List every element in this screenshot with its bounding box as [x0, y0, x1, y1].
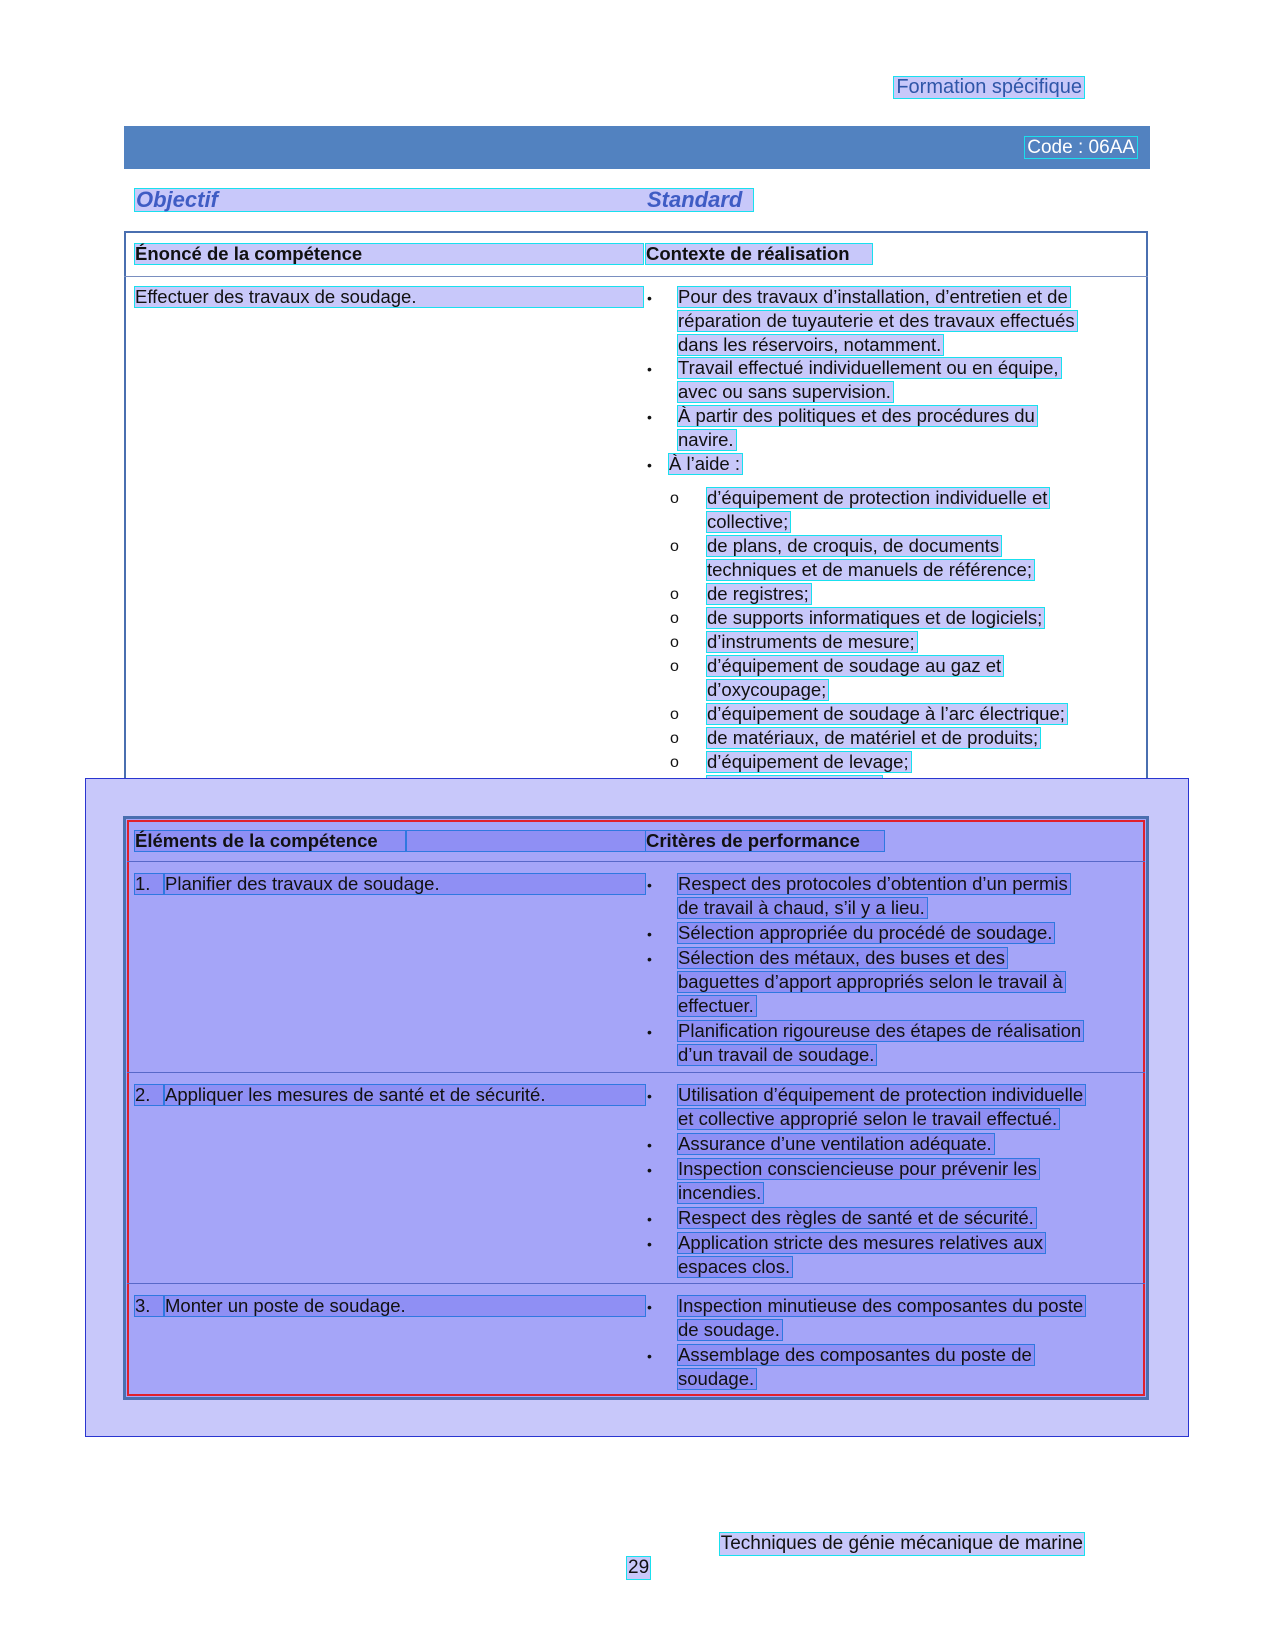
bullet-icon: • — [647, 1348, 652, 1364]
bullet-icon: • — [647, 1211, 652, 1227]
objective-row — [134, 188, 754, 212]
standard-title: Standard — [647, 187, 743, 212]
criterion-line: soudage. — [677, 1368, 757, 1390]
circle-bullet-icon: o — [670, 706, 679, 723]
criterion-line: Inspection consciencieuse pour prévenir les — [677, 1158, 1040, 1180]
circle-bullet-icon: o — [670, 490, 679, 507]
criterion-line: Respect des règles de santé et de sécurité. — [677, 1207, 1037, 1229]
criterion-line: effectuer. — [677, 995, 757, 1017]
criterion-line: Inspection minutieuse des composantes du poste — [677, 1295, 1086, 1317]
context-line: dans les réservoirs, notamment. — [677, 334, 944, 356]
circle-bullet-icon: o — [670, 754, 679, 771]
aide-line: d’oxycoupage; — [706, 679, 829, 701]
element-text: Planifier des travaux de soudage. — [164, 873, 646, 895]
context-line: Pour des travaux d’installation, d’entretien et de — [677, 286, 1071, 308]
aide-line: collective; — [706, 511, 791, 533]
criterion-line: d’un travail de soudage. — [677, 1044, 877, 1066]
bullet-icon: • — [647, 926, 652, 942]
criterion-line: et collective approprié selon le travail effectué. — [677, 1108, 1060, 1130]
criterion-line: Assurance d’une ventilation adéquate. — [677, 1133, 995, 1155]
enonce-text: Effectuer des travaux de soudage. — [134, 286, 644, 308]
bullet-icon: • — [647, 951, 652, 967]
aide-line: d’équipement de protection individuelle et — [706, 487, 1050, 509]
row-divider-2 — [127, 1283, 1145, 1284]
page-number: 29 — [628, 1557, 650, 1578]
contexte-header: Contexte de réalisation — [645, 243, 873, 265]
bullet-icon: • — [647, 409, 652, 425]
aide-line: d’équipement de soudage au gaz et — [706, 655, 1004, 677]
context-line: navire. — [677, 429, 737, 451]
criterion-line: Planification rigoureuse des étapes de réalisation — [677, 1020, 1084, 1042]
element-text: Monter un poste de soudage. — [164, 1295, 646, 1317]
bullet-icon: • — [647, 361, 652, 377]
context-line: avec ou sans supervision. — [677, 381, 894, 403]
aide-line: d’équipement de levage; — [706, 751, 912, 773]
criterion-line: Respect des protocoles d’obtention d’un permis — [677, 873, 1071, 895]
element-number: 1. — [134, 873, 164, 895]
objectif-title: Objectif — [136, 187, 218, 212]
row-divider-1 — [127, 1072, 1145, 1073]
bullet-icon: • — [647, 1137, 652, 1153]
circle-bullet-icon: o — [670, 586, 679, 603]
aide-line: d’instruments de mesure; — [706, 631, 918, 653]
context-line: À partir des politiques et des procédures du — [677, 405, 1038, 427]
circle-bullet-icon: o — [670, 538, 679, 555]
element-text: Appliquer les mesures de santé et de sécurité. — [164, 1084, 646, 1106]
elements-header: Éléments de la compétence — [134, 830, 406, 852]
criterion-line: Sélection des métaux, des buses et des — [677, 947, 1008, 969]
criterion-line: de soudage. — [677, 1319, 783, 1341]
aide-line: de supports informatiques et de logiciels; — [706, 607, 1045, 629]
criterion-line: Sélection appropriée du procédé de soudage. — [677, 922, 1055, 944]
bullet-icon: • — [647, 1088, 652, 1104]
section-label: Formation spécifique — [893, 76, 1085, 99]
element-number: 3. — [134, 1295, 164, 1317]
aide-line: de registres; — [706, 583, 812, 605]
criteres-header: Critères de performance — [645, 830, 885, 852]
context-line: À l’aide : — [668, 453, 743, 475]
circle-bullet-icon: o — [670, 610, 679, 627]
bullet-icon: • — [647, 1024, 652, 1040]
element-number: 2. — [134, 1084, 164, 1106]
circle-bullet-icon: o — [670, 730, 679, 747]
aide-line: de plans, de croquis, de documents — [706, 535, 1002, 557]
criterion-line: de travail à chaud, s’il y a lieu. — [677, 897, 928, 919]
context-line: réparation de tuyauterie et des travaux effectués — [677, 310, 1078, 332]
bullet-icon: • — [647, 877, 652, 893]
circle-bullet-icon: o — [670, 634, 679, 651]
bullet-icon: • — [647, 1162, 652, 1178]
criterion-line: Utilisation d’équipement de protection individuelle — [677, 1084, 1086, 1106]
code-bar — [124, 126, 1150, 169]
criterion-line: Application stricte des mesures relatives aux — [677, 1232, 1046, 1254]
bullet-icon: • — [647, 1236, 652, 1252]
aide-line: de matériaux, de matériel et de produits; — [706, 727, 1041, 749]
aide-line: techniques et de manuels de référence; — [706, 559, 1035, 581]
footer-program: Techniques de génie mécanique de marine — [720, 1533, 1083, 1554]
criterion-line: baguettes d’apport appropriés selon le travail à — [677, 971, 1066, 993]
elements-header-fill — [406, 830, 646, 852]
circle-bullet-icon: o — [670, 658, 679, 675]
elements-header-divider — [127, 861, 1145, 862]
bullet-icon: • — [647, 457, 652, 473]
context-line: Travail effectué individuellement ou en équipe, — [677, 357, 1062, 379]
criterion-line: Assemblage des composantes du poste de — [677, 1344, 1035, 1366]
competence-table-divider — [124, 276, 1148, 277]
aide-line: d’équipement de soudage à l’arc électrique; — [706, 703, 1068, 725]
criterion-line: incendies. — [677, 1182, 764, 1204]
criterion-line: espaces clos. — [677, 1256, 793, 1278]
bullet-icon: • — [647, 1299, 652, 1315]
bullet-icon: • — [647, 290, 652, 306]
code-label: Code : 06AA — [1024, 136, 1138, 159]
enonce-header: Énoncé de la compétence — [134, 243, 644, 265]
